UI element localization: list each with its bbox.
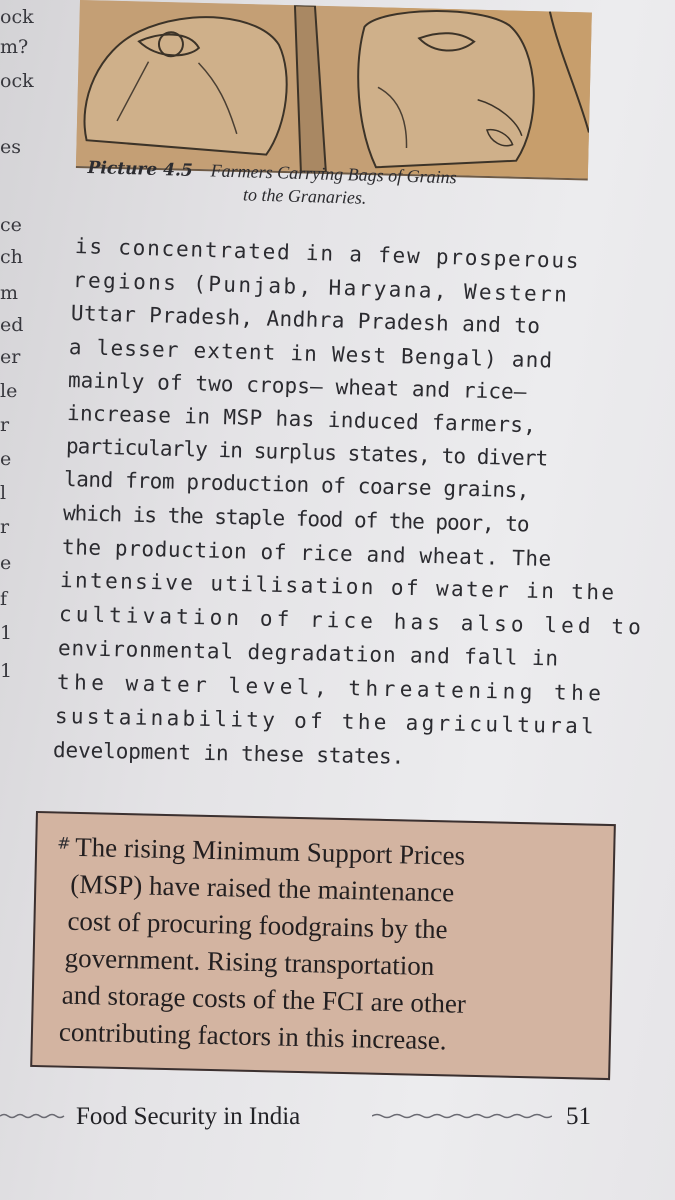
page-footer (0, 1095, 675, 1140)
fragment: le (0, 380, 18, 402)
caption-line-1: Farmers Carrying Bags of Grains (210, 160, 457, 188)
footer-ornament-left (0, 1113, 66, 1119)
note-line: government. Rising transportation (64, 942, 435, 982)
fragment: er (0, 346, 21, 368)
note-line: contributing factors in this increase. (58, 1016, 447, 1056)
paragraph-line: cultivation of rice has also led to (58, 602, 646, 640)
paragraph-line: Uttar Pradesh, Andhra Pradesh and to (70, 301, 541, 339)
paragraph-line: particularly in surplus states, to divert (65, 434, 548, 471)
paragraph-line: a lesser extent in West Bengal) and (68, 335, 554, 373)
note-box (30, 811, 616, 1080)
paragraph-line: intensive utilisation of water in the (59, 568, 617, 605)
footer-title: Food Security in India (76, 1103, 301, 1130)
fragment: ch (0, 246, 23, 268)
fragment: r (0, 516, 10, 538)
paragraph-line: regions (Punjab, Haryana, Western (72, 268, 570, 307)
fragment: ce (0, 214, 22, 236)
fragment: m? (0, 36, 29, 58)
fragment: e (0, 552, 12, 574)
note-line: and storage costs of the FCI are other (61, 979, 467, 1019)
farmers-illustration (76, 0, 592, 180)
paragraph-line: land from production of coarse grains, (63, 467, 530, 503)
figure-label: Picture 4.5 (87, 157, 193, 181)
footer-ornament-right (372, 1113, 552, 1119)
fragment: ock (0, 70, 34, 92)
fragment: r (0, 414, 10, 436)
fragment: m (0, 282, 19, 304)
note-line: cost of procuring foodgrains by the (67, 905, 448, 945)
paragraph-line: sustainability of the agricultural (54, 704, 598, 739)
fragment: ock (0, 6, 34, 28)
paragraph-line: is concentrated in a few prosperous (74, 234, 581, 273)
note-line: (MSP) have raised the maintenance (70, 868, 455, 908)
fragment: e (0, 448, 12, 470)
paragraph-line: increase in MSP has induced farmers, (66, 401, 537, 438)
page-number: 51 (566, 1103, 591, 1130)
paragraph-line: mainly of two crops— wheat and rice— (67, 368, 527, 405)
note-line: The rising Minimum Support Prices (74, 831, 466, 871)
paragraph-line: the water level, threatening the (56, 670, 606, 706)
paragraph-line: which is the staple food of the poor, to (62, 501, 529, 537)
caption-line-2: to the Granaries. (242, 184, 367, 208)
fragment: l (0, 482, 7, 504)
note-marker: # (57, 833, 71, 853)
paragraph-line: environmental degradation and fall in (57, 636, 560, 671)
fragment: ed (0, 314, 24, 336)
paragraph-line: the production of rice and wheat. The (61, 535, 553, 571)
paragraph-line: development in these states. (52, 738, 405, 769)
fragment: es (0, 136, 21, 158)
fragment: 1 (0, 660, 13, 682)
fragment: f (0, 588, 8, 610)
fragment: 1 (0, 622, 13, 644)
